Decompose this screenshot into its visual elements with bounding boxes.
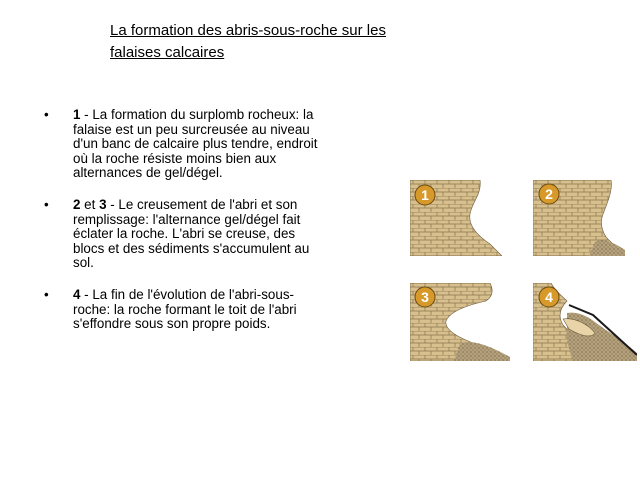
page-title: La formation des abris-sous-roche sur les falaises calcaires: [110, 22, 386, 61]
step-number: 4: [73, 286, 81, 302]
list-item: [44, 288, 324, 332]
stage-label: 2: [545, 186, 553, 202]
bullet-text: - Le creusement de l'abri et son remplissage: l'alternance gel/dégel fait éclater la roche. L'abri se creuse, des blocs et des sédiments s'accumulent au sol.: [73, 196, 310, 271]
cliff-stage-4-figure: [533, 283, 637, 361]
step-number: 1: [73, 107, 81, 122]
list-item: [44, 108, 324, 181]
stage-label: 4: [545, 289, 553, 305]
list-item: [44, 198, 324, 271]
bullet-icon: •: [44, 196, 49, 212]
cliff-stage-2-figure: [533, 180, 625, 256]
step-number: 3: [99, 196, 107, 212]
cliff-stage-1-figure: [410, 180, 502, 256]
bullet-list: [44, 108, 324, 349]
step-number: 2: [73, 196, 81, 212]
conjunction-text: et: [80, 196, 100, 212]
cliff-stage-3-figure: [410, 283, 510, 361]
bullet-text: - La formation du surplomb rocheux: la falaise est un peu surcreusée au niveau d'un banc de calcaire plus tendre, endroit où la roche résiste moins bien aux alternances de gel/dégel.: [73, 107, 318, 181]
bullet-text: - La fin de l'évolution de l'abri-sous-roche: la roche formant le toit de l'abri s'effondre sous son propre poids.: [73, 286, 297, 332]
bullet-icon: •: [44, 286, 49, 302]
stage-label: 3: [421, 289, 429, 305]
stage-label: 1: [421, 187, 429, 203]
bullet-icon: •: [44, 107, 49, 122]
